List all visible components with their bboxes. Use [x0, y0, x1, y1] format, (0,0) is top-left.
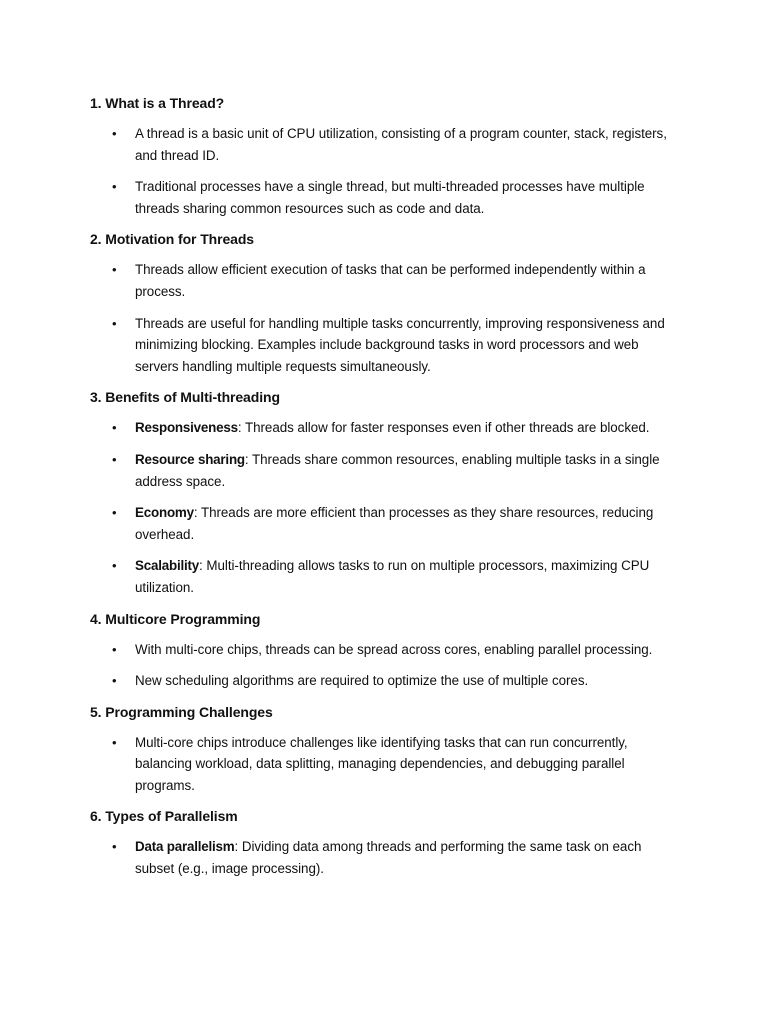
bullet-text: With multi-core chips, threads can be spread across cores, enabling parallel processing. [135, 641, 653, 657]
bullet-list [90, 417, 672, 598]
section-2 [90, 229, 672, 377]
bullet-text: New scheduling algorithms are required to optimize the use of multiple cores. [135, 673, 589, 689]
section-heading: 2. Motivation for Threads [90, 231, 254, 248]
bullet-item [90, 732, 672, 797]
bullet-list [90, 639, 672, 692]
bullet-term: Data parallelism [135, 839, 235, 855]
bullet-text: : Threads are more efficient than processes as they share resources, reducing overhead. [135, 505, 654, 542]
bullet-text: Threads are useful for handling multiple tasks concurrently, improving responsiveness and minimizing blocking. Examples include background tasks in word processors and web servers handling multiple requests simultaneously. [135, 315, 665, 374]
bullet-text: : Threads share common resources, enabling multiple tasks in a single address space. [135, 451, 660, 489]
bullet-icon: • [112, 558, 117, 574]
bullet-term: Responsiveness [135, 420, 238, 436]
bullet-icon: • [112, 126, 117, 141]
bullet-icon: • [112, 641, 117, 657]
bullet-list [90, 732, 672, 797]
bullet-text: : Dividing data among threads and performing the same task on each subset (e.g., image processing). [135, 839, 642, 877]
bullet-list [90, 123, 672, 219]
bullet-item [90, 449, 672, 492]
bullet-item [90, 417, 672, 439]
bullet-text: Traditional processes have a single thread, but multi-threaded processes have multiple threads sharing common resources such as code and data. [135, 179, 645, 216]
bullet-term: Scalability [135, 558, 200, 574]
bullet-item [90, 555, 672, 598]
bullet-item [90, 639, 672, 661]
bullet-text: Multi-core chips introduce challenges like identifying tasks that can run concurrently, balancing workload, data splitting, managing dependencies, and debugging parallel programs. [135, 734, 628, 793]
section-heading: 1. What is a Thread? [90, 95, 225, 111]
section-4 [90, 609, 672, 692]
bullet-text: A thread is a basic unit of CPU utilization, consisting of a program counter, stack, registers, and thread ID. [135, 126, 667, 163]
bullet-item [90, 836, 672, 879]
bullet-icon: • [112, 505, 117, 521]
section-6 [90, 806, 672, 879]
bullet-icon: • [112, 734, 117, 750]
bullet-list [90, 259, 672, 377]
section-heading: 5. Programming Challenges [90, 703, 273, 720]
bullet-term: Resource sharing [135, 451, 245, 467]
bullet-list [90, 836, 672, 879]
bullet-item [90, 670, 672, 692]
bullet-icon: • [112, 179, 117, 195]
bullet-icon: • [112, 839, 117, 855]
section-heading: 4. Multicore Programming [90, 610, 261, 627]
bullet-item [90, 313, 672, 378]
bullet-icon: • [112, 420, 117, 436]
bullet-icon: • [112, 315, 117, 331]
section-5 [90, 702, 672, 797]
bullet-item [90, 502, 672, 545]
section-3 [90, 387, 672, 598]
bullet-item [90, 176, 672, 219]
bullet-text: : Multi-threading allows tasks to run on multiple processors, maximizing CPU utilization. [135, 558, 650, 595]
section-1 [90, 93, 672, 219]
bullet-text: : Threads allow for faster responses even if other threads are blocked. [237, 420, 650, 436]
bullet-icon: • [112, 673, 117, 689]
bullet-term: Economy [135, 505, 194, 521]
bullet-item [90, 259, 672, 302]
section-heading: 6. Types of Parallelism [90, 808, 238, 825]
bullet-icon: • [112, 451, 117, 467]
document-body [90, 93, 672, 880]
bullet-icon: • [112, 262, 117, 278]
bullet-text: Threads allow efficient execution of tasks that can be performed independently within a process. [135, 262, 646, 299]
section-heading: 3. Benefits of Multi-threading [90, 389, 280, 406]
bullet-item [90, 123, 672, 166]
